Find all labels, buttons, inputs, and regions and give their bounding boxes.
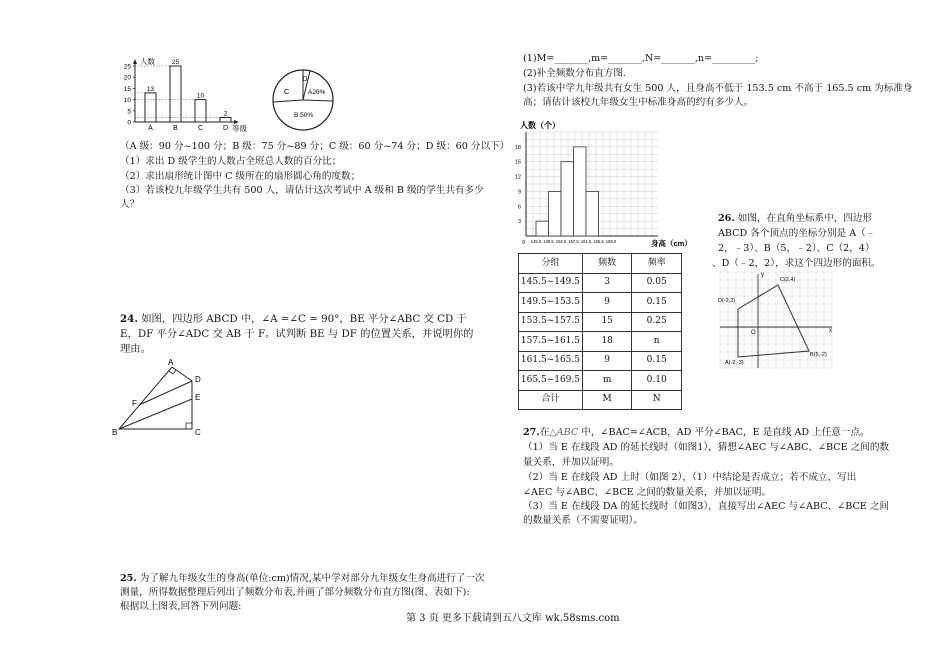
- q23-sub3a: （3）若该校九年级学生共有 500 人，请估计这次考试中 A 级和 B 级的学生共有多少: [120, 185, 484, 196]
- table-cell: 153.5~157.5: [519, 312, 583, 332]
- header-rate: 频率: [632, 254, 682, 274]
- hist-bar: [549, 191, 562, 236]
- q24-line3: 理由。: [120, 343, 151, 355]
- table-cell: 0.15: [632, 293, 682, 313]
- table-cell: 0.05: [632, 273, 682, 293]
- q27-sub2a: （2）当 E 在线段 AD 上时（如图 2），（1）中结论是否成立；若不成立，写出: [523, 472, 857, 483]
- q27-number: 27.: [523, 427, 540, 438]
- point-b-label: B(5,-2): [810, 352, 827, 358]
- q25-line2: 测量，所得数据整理后列出了频数分布表,并画了部分频数分布直方图(图、表如下):: [120, 587, 470, 598]
- q25-answer3b: 高；请估计该校九年级女生中标准身高的约有多少人。: [523, 97, 754, 108]
- right-angle-a: [169, 370, 176, 374]
- bar-value-label: 10: [196, 92, 205, 100]
- bar-category-label: A: [148, 125, 153, 132]
- header-group: 分组: [519, 254, 583, 274]
- bar-category-label: C: [197, 125, 204, 132]
- table-cell: 0.25: [632, 312, 682, 332]
- coord-y-label: y: [761, 272, 764, 278]
- segment-be: [119, 399, 192, 429]
- q23-sub1: （1）求出 D 级学生的人数占全班总人数的百分比；: [120, 156, 342, 167]
- bar-value-label: 2: [223, 110, 228, 118]
- hist-y-tick-label: 9: [517, 189, 521, 196]
- q27-sub3b: 的数量关系（不需要证明）。: [523, 515, 643, 526]
- q26-coordinate-figure: [716, 268, 840, 372]
- hist-bar: [536, 221, 549, 236]
- table-row: [519, 371, 682, 391]
- table-cell: 9: [582, 351, 631, 371]
- q26-line1: [718, 212, 872, 226]
- hist-bar: [586, 191, 599, 236]
- q27-line1: [523, 426, 870, 440]
- q27-sub1a: （1）当 E 在线段 AD 的延长线时（如图1），猜想∠AEC 与∠ABC、∠BCE 之间的数: [523, 442, 890, 453]
- q25-line1: [120, 572, 485, 586]
- table-row: [519, 390, 682, 410]
- pie-label-d: D: [302, 76, 308, 83]
- bar-value-label: 25: [171, 59, 180, 66]
- q27-text1a: 在: [539, 427, 550, 438]
- table-cell: 165.5~169.5: [519, 371, 583, 391]
- y-axis-arrow: [133, 59, 137, 64]
- q25-answer3a: (3)若该中学九年级共有女生 500 人，且身高不低于 153.5 cm 不高于 165.5 cm 为标准身: [523, 83, 913, 94]
- q25-line3: 根据以上图表,回答下列问题:: [120, 601, 242, 612]
- hist-bar: [561, 162, 574, 236]
- bar-b: [170, 66, 181, 122]
- table-row: [519, 293, 682, 313]
- q27-text1b: 中，∠BAC=∠ACB，AD 平分∠BAC，E 是直线 AD 上任意一点。: [578, 427, 870, 438]
- q26-number: 26.: [718, 213, 735, 224]
- table-cell: 161.5~165.5: [519, 351, 583, 371]
- hist-x-tick-label: 169.5: [605, 239, 617, 244]
- hist-x-tick-label: 161.5: [580, 239, 592, 244]
- q25-answer1: (1)M=_______,m=_______,N=_______,n=_________;: [523, 53, 759, 64]
- y-tick-label: 15: [123, 85, 131, 93]
- q26-line2: ABCD 各个顶点的坐标分别是 A（﹣: [718, 228, 876, 239]
- hist-y-tick-label: 18: [514, 144, 521, 151]
- q23-sub2: （2）求出扇形统计图中 C 级所在的扇形圆心角的度数；: [120, 171, 361, 182]
- coord-origin: O: [751, 330, 756, 336]
- pie-label-a: A26%: [308, 89, 326, 96]
- table-cell: 145.5~149.5: [519, 273, 583, 293]
- q27-triangle: △ABC: [549, 427, 579, 438]
- y-tick-label: 0: [127, 119, 131, 127]
- bar-category-label: B: [173, 125, 178, 132]
- q26-line4: 、D（﹣2，2），求这个四边形的面积。: [712, 258, 881, 269]
- label-a: A: [168, 358, 174, 367]
- q25-number: 25.: [120, 573, 137, 584]
- table-row: [519, 351, 682, 371]
- table-row: [519, 332, 682, 352]
- q23-pie-chart: [268, 68, 340, 132]
- table-cell: N: [632, 390, 682, 410]
- q24-text1: 如图，四边形 ABCD 中，∠A =∠C = 90°，BE 平分∠ABC 交 CD 于: [137, 313, 467, 325]
- q24-figure: [110, 356, 210, 438]
- q25-text1: 为了解九年级女生的身高(单位:cm)情况,某中学对部分九年级女生身高进行了一次: [136, 573, 485, 584]
- q24-line1: [120, 312, 467, 327]
- table-cell: 18: [582, 332, 631, 352]
- page-footer: 第 3 页 更多下载请到五八文库 wk.58sms.com: [406, 613, 620, 624]
- x-axis-label: 等级: [232, 124, 247, 133]
- bar-category-label: D: [222, 125, 229, 132]
- table-cell: M: [582, 390, 631, 410]
- right-angle-c: [186, 423, 192, 429]
- table-cell: 3: [582, 273, 631, 293]
- hist-x-tick-label: 145.5: [530, 239, 542, 244]
- hist-x-tick-label: 157.5: [568, 239, 579, 244]
- q26-line3: 2，﹣3）、B（5，﹣2）、C（2，4）: [718, 243, 875, 254]
- table-cell: m: [582, 371, 631, 391]
- q27-sub1b: 量关系，并加以证明。: [523, 457, 619, 468]
- q27-sub2b: ∠AEC 与∠ABC、∠BCE 之间的数量关系，并加以证明。: [523, 487, 772, 498]
- y-tick-label: 20: [123, 74, 131, 82]
- hist-y-tick-label: 3: [517, 219, 521, 226]
- hist-y-tick-label: 15: [514, 159, 521, 166]
- hist-origin: 0: [522, 240, 526, 246]
- q23-grade-note: （A 级：90 分~100 分；B 级：75 分~89 分；C 级：60 分~74 分；D 级：60 分以下）: [120, 141, 510, 152]
- hist-x-tick-label: 165.5: [593, 239, 604, 244]
- quad-abcd-coord: [738, 285, 809, 357]
- q27-sub3a: （3）当 E 在线段 DA 的延长线时（如图3），直接写出∠AEC 与∠ABC、∠BCE 之间: [523, 501, 890, 512]
- y-tick-label: 10: [123, 97, 131, 105]
- pie-line: [303, 100, 333, 101]
- q25-histogram: [512, 118, 702, 253]
- point-c-label: C(2,4): [780, 277, 796, 283]
- table-cell: 0.10: [632, 371, 682, 391]
- bar-d: [220, 118, 231, 122]
- hist-y-label: 人数（个）: [520, 121, 560, 130]
- table-cell: 9: [582, 293, 631, 313]
- q24-number: 24.: [120, 313, 138, 325]
- pie-label-b: B 50%: [294, 112, 314, 119]
- hist-y-tick-label: 12: [514, 174, 521, 181]
- table-header-row: [519, 254, 682, 274]
- table-cell: 15: [582, 312, 631, 332]
- q25-answer2: (2)补全频数分布直方图.: [523, 68, 626, 79]
- bar-c: [195, 100, 206, 122]
- table-cell: n: [632, 332, 682, 352]
- y-tick-label: 25: [123, 63, 131, 71]
- point-d-label: D(-2,2): [718, 298, 736, 304]
- table-cell: 0.15: [632, 351, 682, 371]
- coord-x-label: x: [829, 328, 832, 334]
- q23-sub3b: 人？: [120, 199, 140, 210]
- table-row: [519, 273, 682, 293]
- hist-y-tick-label: 6: [517, 204, 521, 211]
- table-cell: 157.5~161.5: [519, 332, 583, 352]
- segment-df: [139, 381, 192, 405]
- label-b: B: [112, 428, 118, 437]
- table-row: [519, 312, 682, 332]
- hist-x-label: 身高（cm）: [651, 239, 692, 248]
- label-d: D: [195, 375, 201, 384]
- y-tick-label: 5: [127, 108, 131, 116]
- hist-x-tick-label: 153.5: [555, 239, 567, 244]
- point-a-label: A(-2,-3): [725, 360, 744, 366]
- table-cell: 149.5~153.5: [519, 293, 583, 313]
- q24-line2: E，DF 平分∠ADC 交 AB 于 F。试判断 BE 与 DF 的位置关系，并说明你的: [120, 328, 474, 340]
- header-frequency: 频数: [582, 254, 631, 274]
- hist-x-tick-label: 149.5: [543, 239, 554, 244]
- label-c: C: [195, 428, 201, 437]
- q23-bar-chart: [118, 56, 258, 134]
- table-cell: 合计: [519, 390, 583, 410]
- pie-line: [273, 100, 303, 102]
- pie-label-c: C: [284, 87, 290, 96]
- frequency-table: [518, 253, 682, 410]
- bar-value-label: 13: [146, 85, 155, 93]
- q26-text1: 如图，在直角坐标系中，四边形: [734, 213, 873, 224]
- hist-bar: [574, 147, 587, 236]
- label-e: E: [195, 393, 201, 402]
- y-axis-label: 人数: [140, 57, 155, 66]
- label-f: F: [132, 399, 137, 408]
